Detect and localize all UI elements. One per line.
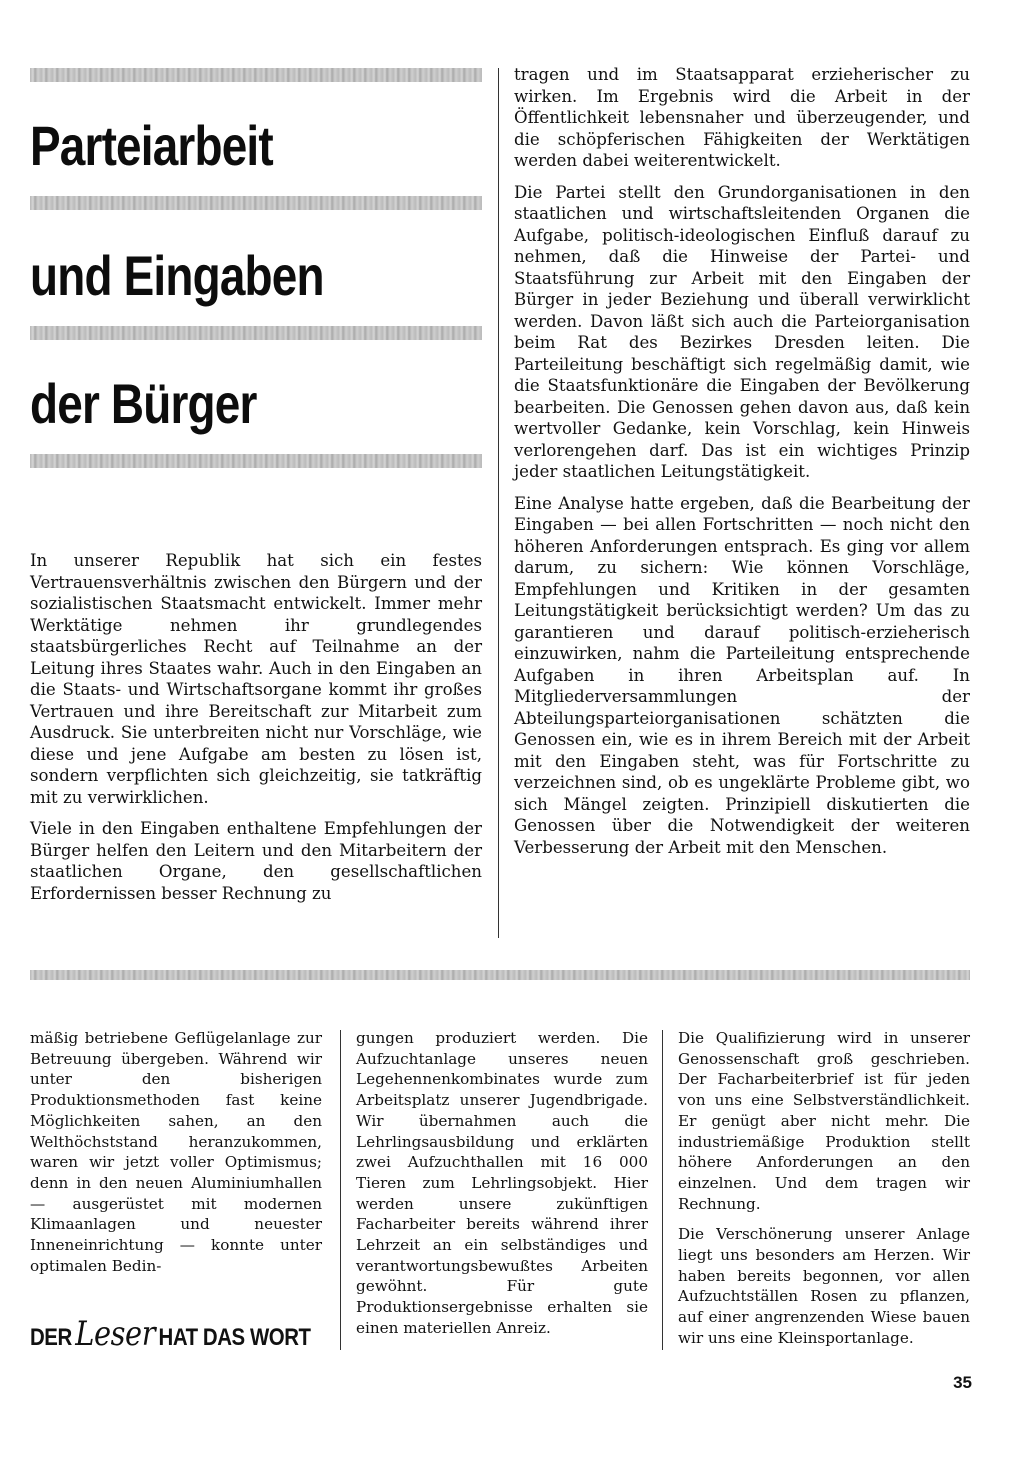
reader-letter-col-2 [356, 1028, 648, 1349]
column-rule-top [498, 68, 499, 938]
column-rule-bottom-2 [662, 1030, 663, 1350]
logo-hat-das-wort: HAT DAS WORT [158, 1324, 311, 1351]
article-paragraph: Die Partei stellt den Grundorganisationen in den staatlichen und wirtschaftsleitenden Organen die Aufgabe, politisch-ideologischen Einfluß darauf zu nehmen, daß die Hinweise der Partei- und Staatsführung zur Arbeit mit den Eingaben der Bürger in jeder Beziehung und überall verwirklicht werden. Davon läßt sich auch die Parteiorganisation beim Rat des Bezirkes Dresden leiten. Die Parteileitung beschäftigt sich regelmäßig damit, wie die Staatsfunktionäre die Eingaben der Bevölkerung bearbeiten. Die Genossen gehen davon aus, daß kein wertvoller Gedanke, kein Vorschlag, kein Hinweis verlorengehen darf. Das ist ein wichtiges Prinzip jeder staatlichen Leitungstätigkeit. [514, 182, 970, 481]
section-logo [30, 1314, 311, 1358]
letter-paragraph: gungen produziert werden. Die Aufzuchtanlage unseres neuen Legehennenkombinates wurde zum Arbeitsplatz unserer Jugendbrigade. Wir übernahmen auch die Lehrlingsausbildung und erklärten zwei Aufzuchthallen mit 16 000 Tieren zum Lehrlingsobjekt. Hier werden unsere zukünftigen Facharbeiter bereits während ihrer Lehrzeit an ein selbständiges und verantwortungsbewußtes Arbeiten gewöhnt. Für gute Produktionsergebnisse erhalten sie einen materiellen Anreiz. [356, 1029, 648, 1337]
logo-der: DER [30, 1324, 72, 1351]
decor-bar-1 [30, 68, 482, 82]
decor-bar-2 [30, 196, 482, 210]
article-left-column [30, 550, 482, 914]
letter-paragraph: Die Qualifizierung wird in unserer Genossenschaft groß geschrieben. Der Facharbeiterbrief ist für jeden von uns eine Selbstverständlichkeit. Er genügt aber nicht mehr. Die industriemäßige Produktion stellt höhere Anforderungen an den einzelnen. Und dem tragen wir Rechnung. [678, 1029, 970, 1213]
headline-line-2: und Eingaben [30, 244, 324, 307]
article-paragraph: tragen und im Staatsapparat erzieherischer zu wirken. Im Ergebnis wird die Arbeit in der Öffentlichkeit lebensnaher und überzeugender, und die schöpferischen Fähigkeiten der Werktätigen werden dabei weiterentwickelt. [514, 65, 970, 170]
headline-line-1: Parteiarbeit [30, 114, 273, 177]
logo-leser-script: Leser [75, 1314, 156, 1354]
decor-bar-4 [30, 454, 482, 468]
reader-letter-col-3 [678, 1028, 970, 1359]
decor-bar-3 [30, 326, 482, 340]
letter-paragraph: Die Verschönerung unserer Anlage liegt uns besonders am Herzen. Wir haben bereits begonnen, vor allen Aufzuchtställen Rosen zu pflanzen, auf einer angrenzenden Wiese bauen wir uns eine Kleinsportanlage. [678, 1225, 970, 1347]
article-paragraph: Viele in den Eingaben enthaltene Empfehlungen der Bürger helfen den Leitern und den Mitarbeitern der staatlichen Organe, den gesellschaftlichen Erfordernissen besser Rechnung zu [30, 819, 482, 903]
letter-paragraph: mäßig betriebene Geflügelanlage zur Betreuung übergeben. Während wir unter den bisherigen Produktionsmethoden fast keine Möglichkeiten sahen, an den Welthöchststand heranzukommen, waren wir jetzt voller Optimismus; denn in den neuen Aluminiumhallen — ausgerüstet mit modernen Klimaanlagen und neuester Inneneinrichtung — konnte unter optimalen Bedin- [30, 1029, 322, 1275]
article-right-column [514, 64, 970, 868]
headline-line-3: der Bürger [30, 372, 257, 435]
article-paragraph: Eine Analyse hatte ergeben, daß die Bearbeitung der Eingaben — bei allen Fortschritten — noch nicht den höheren Anforderungen entsprach. Es ging vor allem darum, zu sichern: Wie können Vorschläge, Empfehlungen und Kritiken in der gesamten Leitungstätigkeit berücksichtigt werden? Um das zu garantieren und darauf politisch-erzieherisch einzuwirken, nahm die Parteileitung entsprechende Aufgaben in ihren Arbeitsplan auf. In Mitgliederversammlungen der Abteilungsparteiorganisationen schätzten die Genossen ein, wie es in ihrem Bereich mit der Arbeit mit den Eingaben steht, was für Fortschritte zu verzeichnen sind, ob es ungeklärte Probleme gibt, wo sich Mängel zeigten. Prinzipiell diskutierten die Genossen über die Notwendigkeit der weiteren Verbesserung der Arbeit mit den Menschen. [514, 493, 970, 857]
article-paragraph: In unserer Republik hat sich ein festes Vertrauensverhältnis zwischen den Bürgern und der sozialistischen Staatsmacht entwickelt. Immer mehr Werktätige nehmen ihr grundlegendes staatsbürgerliches Recht auf Teilnahme an der Leitung ihres Staates wahr. Auch in den Eingaben an die Staats- und Wirtschaftsorgane kommt ihr großes Vertrauen und ihre Bereitschaft zur Mitarbeit zum Ausdruck. Sie unterbreiten nicht nur Vorschläge, wie diese und jene Aufgabe am besten zu lösen ist, sondern verpflichten sich gleichzeitig, sie tatkräftig mit zu verwirklichen. [30, 551, 482, 807]
page-number: 35 [953, 1373, 972, 1392]
section-divider [30, 970, 970, 980]
reader-letter-col-1 [30, 1028, 322, 1286]
column-rule-bottom-1 [340, 1030, 341, 1350]
